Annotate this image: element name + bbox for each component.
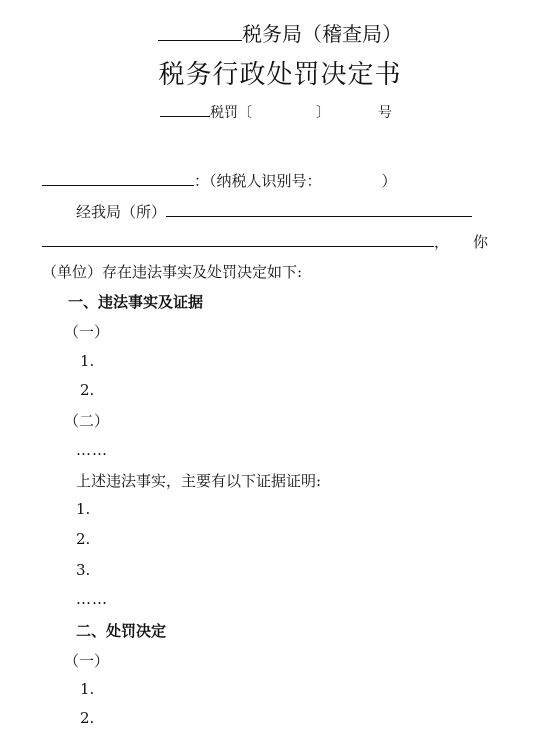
intro-line-3: （单位）存在违法事实及处罚决定如下: bbox=[42, 263, 303, 281]
section-2-sub-1: （一） bbox=[64, 652, 110, 670]
document-title: 税务行政处罚决定书 bbox=[158, 60, 402, 90]
section-1-ellipsis-2: …… bbox=[76, 590, 108, 608]
document-number bbox=[160, 102, 392, 122]
doc-number-prefix: 税罚〔 bbox=[210, 105, 252, 121]
bureau-name bbox=[0, 18, 560, 47]
doc-number-middle: 〕 bbox=[316, 105, 330, 121]
intro-blank-1 bbox=[166, 216, 472, 217]
section-2-heading: 二、处罚决定 bbox=[76, 622, 167, 640]
addressee-line bbox=[42, 170, 397, 191]
intro-line-1 bbox=[76, 201, 472, 222]
section-1-ellipsis-1: …… bbox=[76, 441, 108, 459]
section-1-heading: 一、违法事实及证据 bbox=[68, 293, 204, 311]
section-1-sub-2: （二） bbox=[64, 412, 110, 430]
evidence-item-3: 3. bbox=[76, 561, 91, 579]
section-1-sub-1: （一） bbox=[64, 323, 110, 341]
doc-number-suffix: 号 bbox=[378, 105, 392, 121]
doc-number-blank bbox=[160, 116, 210, 117]
taxpayer-id-close: ） bbox=[381, 172, 397, 190]
taxpayer-name-blank bbox=[42, 185, 194, 186]
evidence-item-1: 1. bbox=[76, 500, 91, 518]
intro-comma: ， bbox=[434, 233, 450, 251]
section-2-item-1: 1. bbox=[80, 680, 95, 698]
intro-bureau-label: 经我局（所） bbox=[76, 203, 167, 221]
intro-blank-2 bbox=[42, 246, 434, 247]
intro-you: 你 bbox=[473, 233, 489, 251]
evidence-intro: 上述违法事实，主要有以下证据证明: bbox=[76, 472, 322, 490]
section-2-item-2: 2. bbox=[80, 709, 95, 727]
evidence-item-2: 2. bbox=[76, 530, 91, 548]
taxpayer-id-label: ：（纳税人识别号： bbox=[194, 172, 322, 190]
bureau-name-text: 税务局（稽查局） bbox=[242, 22, 402, 46]
section-1-item-1: 1. bbox=[80, 352, 95, 370]
bureau-name-blank bbox=[158, 40, 242, 41]
section-1-item-2: 2. bbox=[80, 381, 95, 399]
intro-line-2 bbox=[42, 231, 488, 252]
